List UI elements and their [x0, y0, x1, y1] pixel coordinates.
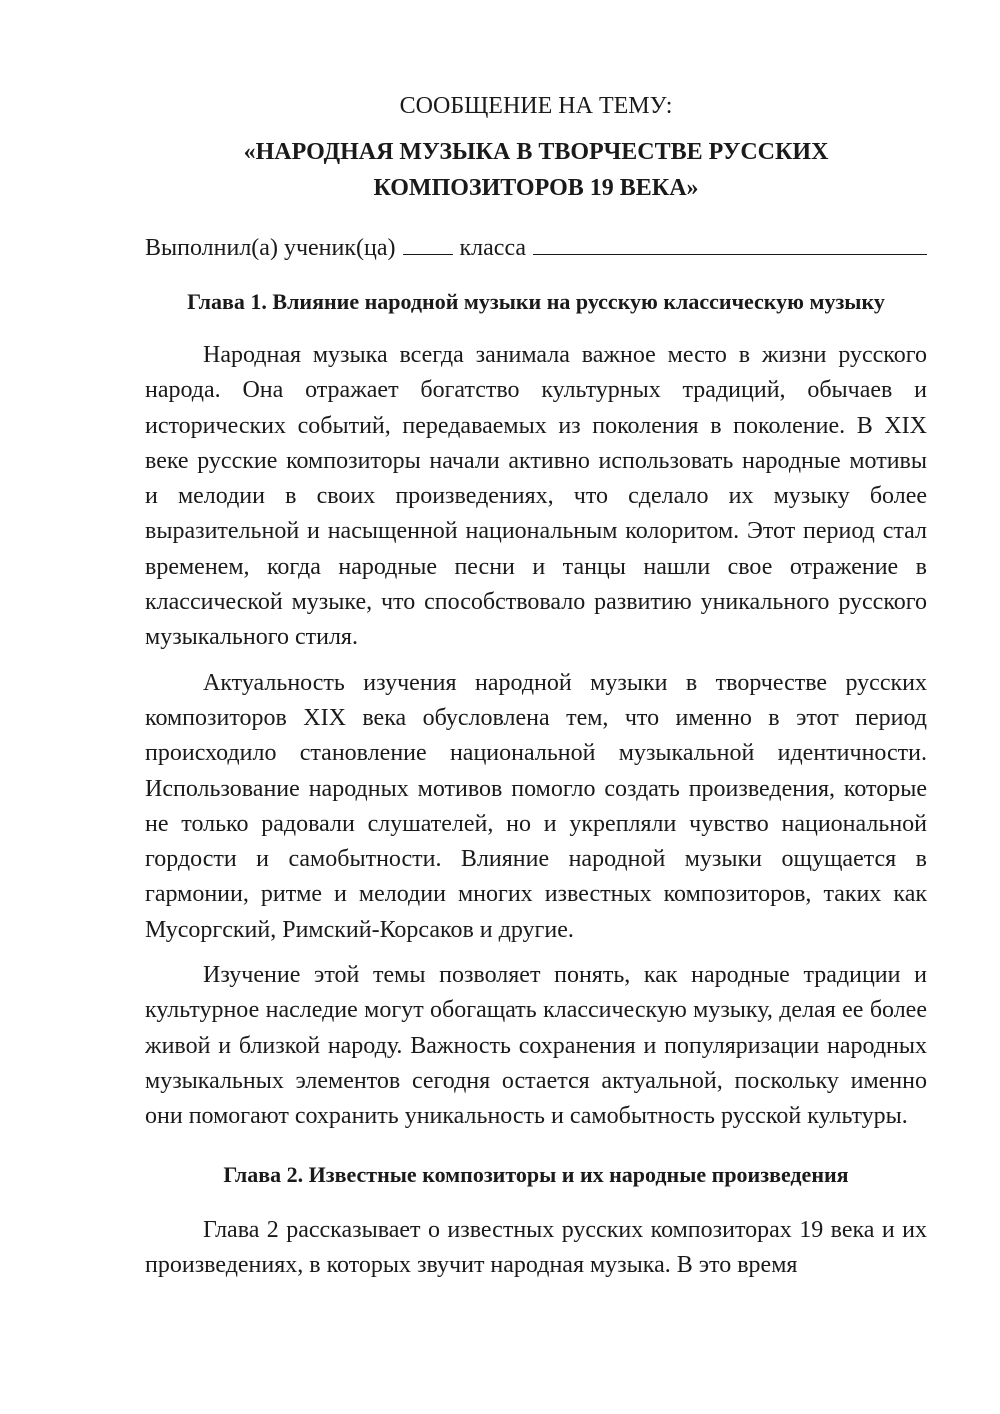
document-page — [145, 88, 927, 1283]
document-title-line-2: КОМПОЗИТОРОВ 19 ВЕКА» — [373, 175, 699, 201]
author-signature-line — [145, 232, 927, 264]
document-title — [145, 134, 927, 206]
chapter-2-paragraph: Глава 2 рассказывает о известных русских композиторах 19 века и их произведениях, в которых звучит народная музыка. В это время — [145, 1216, 927, 1278]
chapter-1-paragraph: Актуальность изучения народной музыки в творчестве русских композиторов XIX века обусловлена тем, что именно в этот период происходило становление национальной музыкальной идентичности. Использование народных мотивов помогло создать произведения, которые не только радовали слушателей, но и укрепляли чувство национальной гордости и самобытности. Влияние народной музыки ощущается в гармонии, ритме и мелодии многих известных композиторов, таких как Мусоргский, Римский-Корсаков и другие. — [145, 669, 927, 943]
document-type-heading: СООБЩЕНИЕ НА ТЕМУ: — [399, 93, 673, 119]
chapter-1-paragraph: Изучение этой темы позволяет понять, как народные традиции и культурное наследие могут обогащать классическую музыку, делая ее более живой и близкой народу. Важность сохранения и популяризации народных музыкальных элементов сегодня остается актуальной, поскольку именно они помогают сохранить уникальность и самобытность русской культуры. — [145, 962, 927, 1130]
chapter-2-heading: Глава 2. Известные композиторы и их народные произведения — [223, 1161, 849, 1187]
class-number-blank — [403, 232, 453, 255]
class-label: класса — [459, 235, 527, 261]
student-name-blank — [533, 232, 927, 255]
chapter-1-heading: Глава 1. Влияние народной музыки на русскую классическую музыку — [187, 289, 885, 314]
performed-by-label: Выполнил(а) ученик(ца) — [145, 235, 396, 261]
document-title-line-1: «НАРОДНАЯ МУЗЫКА В ТВОРЧЕСТВЕ РУССКИХ — [243, 139, 829, 165]
chapter-1-paragraph: Народная музыка всегда занимала важное место в жизни русского народа. Она отражает богатство культурных традиций, обычаев и исторических событий, передаваемых из поколения в поколение. В XIX веке русские композиторы начали активно использовать народные мотивы и мелодии в своих произведениях, что сделало их музыку более выразительной и насыщенной национальным колоритом. Этот период стал временем, когда народные песни и танцы нашли свое отражение в классической музыке, что способствовало развитию уникального русского музыкального стиля. — [145, 342, 927, 651]
